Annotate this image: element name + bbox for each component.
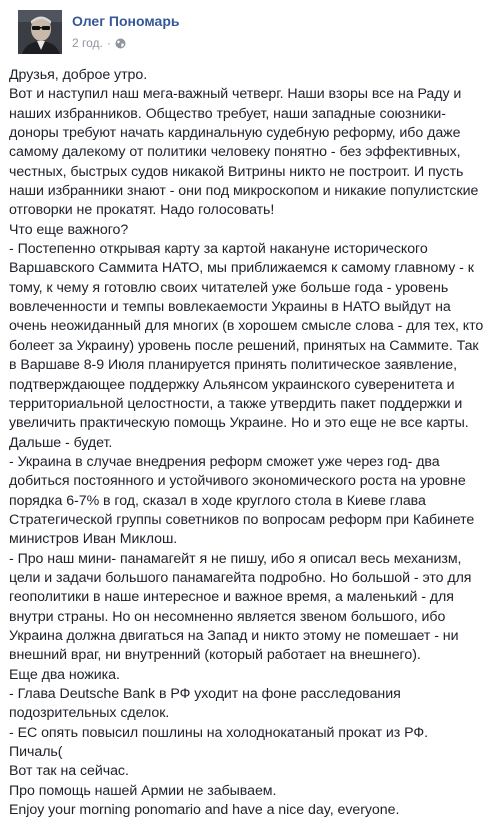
post-text-line: Украина должна двигаться на Запад и никто этому не помешает - ни [9, 627, 459, 644]
post-text-line: отговорки не прокатят. Надо голосовать! [9, 202, 275, 219]
post-text-line: Пичаль( [9, 744, 63, 761]
post-text-line: Дальше - будет. [9, 434, 113, 451]
post-text-line: вовлеченности и темпы вовлекаемости Украины в НАТО выйдут на [9, 299, 451, 316]
post-text-line: геополитики в наше интересное и важное время, а маленький - для [9, 589, 454, 606]
post-text-line: - Украина в случае внедрения реформ сможет уже через год- два [9, 453, 440, 470]
post-text-line: Еще два ножика. [9, 666, 120, 683]
post-text-line: Варшавского Саммита НАТО, мы приближаемся к самому главному - к [9, 260, 474, 277]
post-text [9, 66, 495, 820]
post-meta [72, 36, 126, 50]
post-text-line: территориальной целостности, а также утвердить пакет поддержки и [9, 395, 463, 412]
post-text-line: честных, быстрых судов никакой Витрины никто не построит. И пусть [9, 163, 464, 180]
post-text-line: цели и задачи большого панамагейта подробно. Но большой - это для [9, 569, 472, 586]
post-text-line: Стратегической группы советников по вопросам реформ при Кабинете [9, 511, 475, 528]
post-text-line: доноры требуют начать кардинальную судебную реформу, ибо даже [9, 125, 461, 142]
post-text-line: внутри страны. Но он несомненно является звеном большого, ибо [9, 608, 446, 625]
post-text-line: Вот так на сейчас. [9, 763, 129, 780]
post-text-line: подтверждающее поддержку Альянсом украинского суверенитета и [9, 376, 455, 393]
avatar[interactable] [18, 10, 62, 54]
post-text-line: Друзья, доброе утро. [9, 67, 148, 83]
post-header [9, 0, 495, 62]
post-text-line: болеет за Украину) уровень после решений, принятых на Саммите. Так [9, 337, 479, 354]
post-text-line: Вот и наступил наш мега-важный четверг. Наши взоры все на Раду и [9, 86, 462, 103]
post-text-line: тому, к чему я готовлю своих читателей уже больше года - уровень [9, 279, 449, 296]
meta-separator: · [106, 36, 111, 50]
post-timestamp[interactable]: 2 год. [72, 36, 103, 50]
post-text-line: внешний враг, ни внутренний (который работает на внешнего). [9, 647, 421, 664]
post-text-line: порядка 6-7% в год, сказал в ходе круглого стола в Киеве глава [9, 492, 426, 509]
post-text-line: Enjoy your morning ponomario and have a nice day, everyone. [9, 802, 400, 819]
post-text-line: - Про наш мини- панамагейт я не пишу, ибо я описал весь механизм, [9, 550, 462, 567]
post-text-line: наши избранники знают - они под микроскопом и никакие популистские [9, 183, 479, 200]
author-name-link[interactable]: Олег Пономарь [72, 13, 180, 29]
post-text-line: - Постепенно открывая карту за картой накануне исторического [9, 241, 428, 258]
globe-icon[interactable] [115, 38, 126, 49]
post-text-line: Про помощь нашей Армии не забываем. [9, 782, 277, 799]
post-text-line: очень неожиданный для многих (в хорошем смысле слова - для тех, кто [9, 318, 484, 335]
post-text-line: Что еще важного? [9, 221, 129, 238]
post-text-line: - Глава Deutsche Bank в РФ уходит на фоне расследования [9, 686, 401, 702]
post-text-line: самому далекому от политики человеку понятно - без эффективных, [9, 144, 461, 161]
post-text-line: - ЕС опять повысил пошлины на холоднокатаный прокат из РФ. [9, 724, 429, 741]
post-text-line: министров Иван Миклош. [9, 531, 178, 548]
avatar-portrait-icon [18, 10, 62, 54]
post-text-line: увеличить практическую помощь Украине. Но и это еще не все карты. [9, 415, 469, 432]
post-text-line: в Варшаве 8-9 Июля планируется принять политическое заявление, [9, 357, 457, 374]
post-text-line: наших избранников. Общество требует, наши западные союзники- [9, 105, 446, 122]
post-text-line: добиться постоянного и устойчивого экономического роста на уровне [9, 473, 466, 490]
post-text-line: подозрительных сделок. [9, 705, 170, 722]
